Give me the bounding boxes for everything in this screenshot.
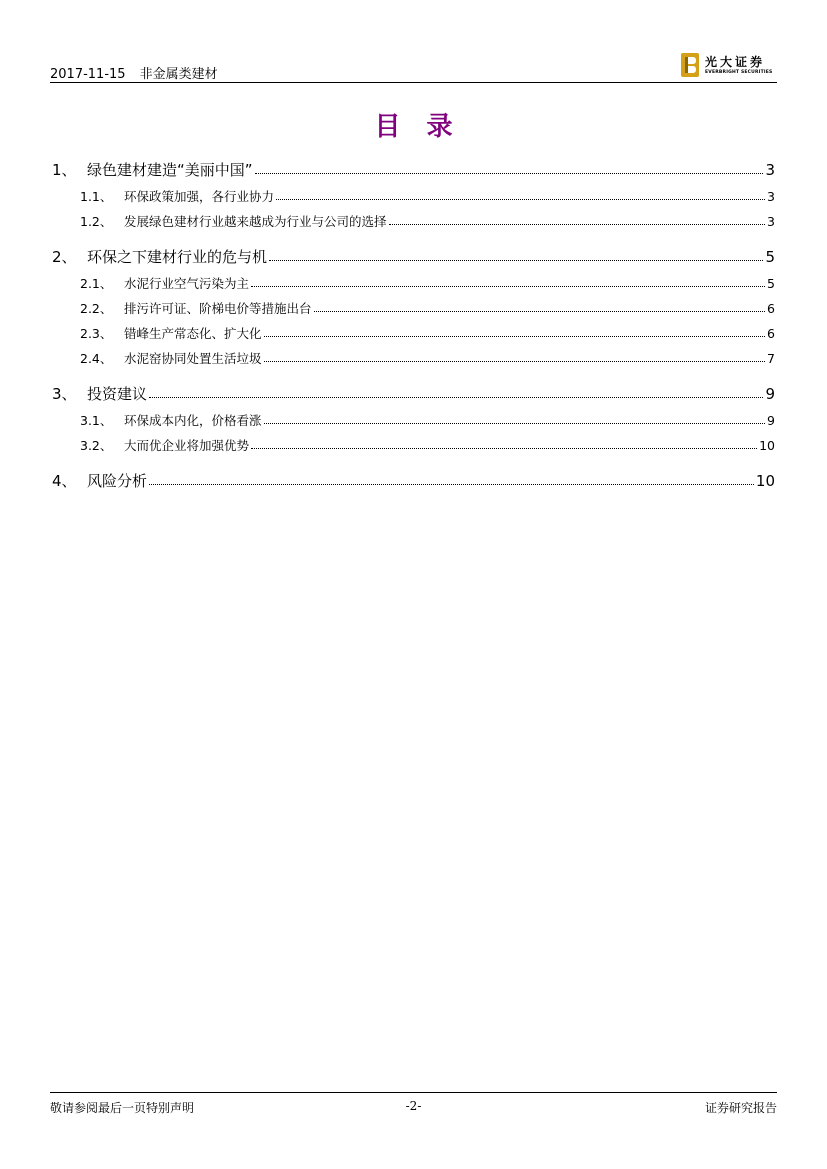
toc-entry-title: 排污许可证、阶梯电价等措施出台	[124, 301, 312, 316]
page-footer	[50, 1092, 777, 1121]
toc-dot-leader	[276, 199, 765, 200]
toc-entry[interactable]	[80, 349, 775, 367]
everbright-logo	[681, 52, 777, 80]
toc-entry-title: 绿色建材建造“美丽中国”	[87, 161, 253, 179]
toc-dot-leader	[149, 397, 763, 398]
toc-dot-leader	[251, 448, 757, 449]
toc-entry-number: 1.1、	[80, 189, 113, 204]
toc-entry-page: 3	[765, 161, 775, 179]
toc-entry-page: 10	[759, 438, 775, 453]
toc-entry-title: 环保之下建材行业的危与机	[87, 248, 268, 266]
toc-entry[interactable]	[80, 274, 775, 292]
toc-entry-number: 2.1、	[80, 276, 113, 291]
report-date: 2017-11-15	[50, 67, 126, 82]
toc-entry-page: 9	[767, 413, 775, 428]
toc-entry-number: 4、	[52, 472, 77, 490]
logo-chinese-text: 光大证券	[705, 55, 766, 69]
toc-entry[interactable]	[80, 324, 775, 342]
header-left	[50, 63, 218, 82]
toc-entry-page: 3	[767, 189, 775, 204]
toc-entry[interactable]	[80, 436, 775, 454]
toc-entry[interactable]	[80, 187, 775, 205]
toc-title: 目录	[374, 112, 479, 142]
toc-dot-leader	[251, 286, 765, 287]
toc-entry[interactable]	[52, 383, 775, 403]
page-number: -2-	[405, 1099, 422, 1113]
toc-entry-page: 3	[767, 214, 775, 229]
toc-entry-title: 水泥行业空气污染为主	[124, 276, 250, 291]
toc-dot-leader	[255, 173, 764, 174]
everbright-logo-icon	[681, 53, 699, 77]
toc-entry-page: 6	[767, 326, 775, 341]
toc-entry-number: 2.4、	[80, 351, 113, 366]
toc-entry-title: 发展绿色建材行业越来越成为行业与公司的选择	[124, 214, 387, 229]
toc-entry[interactable]	[80, 411, 775, 429]
toc-entry-page: 7	[767, 351, 775, 366]
toc-dot-leader	[264, 361, 766, 362]
toc-entry-number: 1.2、	[80, 214, 113, 229]
toc-entry-page: 10	[755, 472, 775, 490]
sector-name: 非金属类建材	[139, 67, 218, 82]
toc-entry-number: 3.2、	[80, 438, 113, 453]
footer-report-type: 证券研究报告	[704, 1101, 777, 1115]
toc-entry-title: 错峰生产常态化、扩大化	[124, 326, 262, 341]
toc-entry-page: 6	[767, 301, 775, 316]
toc-entry-title: 水泥窑协同处置生活垃圾	[124, 351, 262, 366]
toc-entry-number: 1、	[52, 161, 77, 179]
toc-entry[interactable]	[52, 159, 775, 179]
toc-entry-number: 2.2、	[80, 301, 113, 316]
toc-dot-leader	[149, 484, 754, 485]
toc-entry-number: 2.3、	[80, 326, 113, 341]
page-header	[50, 52, 777, 83]
toc-entry[interactable]	[52, 470, 775, 490]
toc-dot-leader	[264, 423, 766, 424]
toc-dot-leader	[269, 260, 763, 261]
toc-entry[interactable]	[80, 212, 775, 230]
toc-entry-title: 投资建议	[87, 385, 148, 403]
toc-entry-number: 3.1、	[80, 413, 113, 428]
toc-entry[interactable]	[52, 246, 775, 266]
footer-disclaimer: 敬请参阅最后一页特别声明	[50, 1101, 195, 1115]
toc-entry-page: 5	[765, 248, 775, 266]
toc-entry-title: 环保政策加强，各行业协力	[124, 189, 275, 204]
toc-entry-title: 风险分析	[87, 472, 148, 490]
toc-entry-title: 大而优企业将加强优势	[124, 438, 250, 453]
toc-entry-number: 3、	[52, 385, 77, 403]
toc-entry-page: 5	[767, 276, 775, 291]
toc-entry-number: 2、	[52, 248, 77, 266]
toc-entry[interactable]	[80, 299, 775, 317]
toc-entry-title: 环保成本内化，价格看涨	[124, 413, 262, 428]
toc-dot-leader	[264, 336, 766, 337]
toc-dot-leader	[314, 311, 766, 312]
toc-dot-leader	[389, 224, 766, 225]
toc-entry-page: 9	[765, 385, 775, 403]
logo-english-text: EVERBRIGHT SECURITIES	[705, 70, 773, 75]
